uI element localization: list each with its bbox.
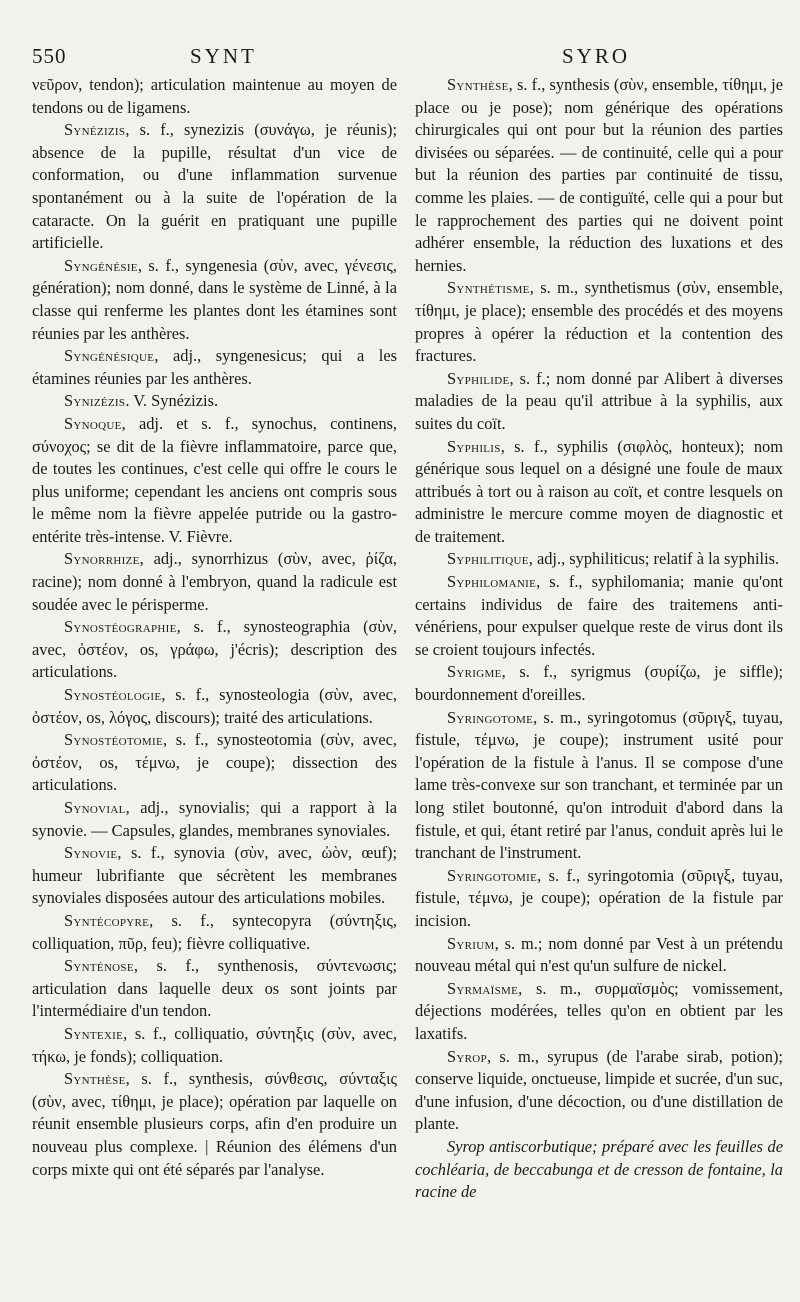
entry-headword: Synoque: [64, 413, 122, 433]
dictionary-entry: [32, 345, 397, 390]
entry-headword: Syphilide: [447, 368, 510, 388]
entry-text: , s. m.; nom donné par Vest à un prétendu nouveau métal qui n'est qu'un sulfure de nickel.: [415, 933, 783, 976]
entry-headword: Synovie: [64, 843, 118, 863]
entry-headword: Synthèse: [447, 75, 509, 94]
entry-text: , s. f., syphilis (σιφλὸς, honteux); nom générique sous lequel on a désigné une foule de maux attribués à tort ou à raison au coït, et contre lesquels on administre le mercure comme moyen de diagnostic et de traitement.: [415, 436, 783, 546]
page-number: 550: [32, 44, 67, 68]
dictionary-entry: [415, 933, 783, 978]
dictionary-entry: [415, 548, 783, 571]
entry-text: , s. m., synthetismus (σὺν, ensemble, τίθημι, je place); ensemble des procédés et des moyens propres à opérer la réduction et la contention des fractures.: [415, 278, 783, 366]
running-header: [0, 44, 800, 74]
dictionary-entry: [32, 1023, 397, 1068]
dictionary-entry: [415, 978, 783, 1046]
dictionary-entry: [32, 616, 397, 684]
entry-text: , s. f., synosteographia (σὺν, avec, ὀστέον, os, γράφω, j'écris); description des articulations.: [32, 617, 397, 682]
dictionary-entry: [32, 842, 397, 910]
entry-text: , s. f., synosteologia (σὺν, avec, ὀστέον, os, λόγος, discours); traité des articulations.: [32, 685, 397, 727]
entry-text: , s. f., syrigmus (συρίζω, je siffle); bourdonnement d'oreilles.: [415, 662, 783, 705]
entry-text: , s. f., synovia (σὺν, avec, ὠὸν, œuf); humeur lubrifiante que sécrètent les membranes synoviales disposées autour des articulations mobiles.: [32, 843, 397, 908]
entry-text: , s. m., συρμαϊσμὸς; vomissement, déjections modérées, telles qu'on en obtient par les laxatifs.: [415, 978, 783, 1043]
dictionary-entry: [415, 865, 783, 933]
entry-text: , adj. et s. f., synochus, continens, σύνοχος; se dit de la fièvre inflammatoire, parce que, de toutes les continues, c'est celle qui offre le cours le plus uniforme; cependant les anciens ont compris sous le même nom la fièvre appelée putride ou la gastro-entérite très-intense. V. Fièvre.: [32, 413, 397, 546]
dictionary-entry: [415, 1046, 783, 1136]
dictionary-entry: [415, 707, 783, 865]
entry-headword: Synizézis: [64, 391, 126, 411]
entry-headword: Synthétisme: [447, 278, 530, 298]
entry-headword: Syrium: [447, 933, 495, 953]
entry-headword: Syngénésique: [64, 346, 155, 366]
entry-text: νεῦρον, tendon); articulation maintenue au moyen de tendons ou de ligamens.: [32, 75, 397, 117]
dictionary-entry: [32, 413, 397, 549]
dictionary-entry: [415, 368, 783, 436]
entry-headword: Synostéologie: [64, 685, 162, 705]
dictionary-entry: [32, 797, 397, 842]
entry-text: , s. f., syntecopyra (σύντηξις, colliquation, πῦρ, feu); fièvre colliquative.: [32, 910, 397, 953]
entry-text: , s. f., colliquatio, σύντηξις (σὺν, avec, τήκω, je fonds); colliquation.: [32, 1023, 397, 1066]
entry-headword: Synorrhize: [64, 549, 140, 569]
dictionary-entry: [415, 661, 783, 706]
right-column: [415, 74, 783, 1204]
dictionary-entry: [32, 684, 397, 729]
left-column: [32, 74, 397, 1181]
entry-headword: Syringotome: [447, 707, 534, 727]
entry-text: , s. f., syringotomia (σῦριγξ, tuyau, fistule, τέμνω, je coupe); opération de la fistule par incision.: [415, 865, 783, 930]
dictionary-entry: [415, 571, 783, 661]
entry-text: , s. f., synthesis, σύνθεσις, σύνταξις (σὺν, avec, τίθημι, je place); opération par laquelle on réunit ensemble plusieurs corps, afin d'en produire un nouveau plus complexe. | Réunion des élémens d'un corps mixte qui ont été séparés par l'analyse.: [32, 1069, 397, 1179]
entry-headword: Synézizis: [64, 120, 126, 140]
entry-text: . V. Synézizis.: [125, 391, 219, 411]
entry-headword: Syrmaïsme: [447, 978, 519, 998]
entry-text: , s. f., synezizis (συνάγω, je réunis); absence de la pupille, résultat d'un vice de conformation, ou d'une inflammation survenue spontanément ou à la suite de l'opération de la cataracte. On la guérit en pratiquant une pupille artificielle.: [32, 120, 397, 253]
entry-text: , s. f., synthesis (σὺν, ensemble, τίθημι, je place ou je pose); nom générique des opérations chirurgicales qui ont pour but la réunion des parties divisées ou séparées. — de continuité, celle qui a pour but la réunion des parties par continuité de tissu, comme les plaies. — de contiguïté, celle qui a pour but le rapprochement des parties qui ne doivent point adhérer ensemble, la réduction des luxations et des hernies.: [415, 75, 783, 275]
dictionary-entry: [32, 729, 397, 797]
dictionary-entry: [32, 255, 397, 345]
entry-headword: Syngénésie: [64, 255, 138, 275]
entry-headword: Syntexie: [64, 1023, 124, 1043]
entry-text: , s. f.; nom donné par Alibert à diverses maladies de la peau qu'il attribue à la syphilis, aux suites du coït.: [415, 368, 783, 433]
dictionary-entry: [32, 74, 397, 119]
entry-headword: Syphilomanie: [447, 572, 537, 592]
entry-text: , s. f., syphilomania; manie qu'ont certains individus de faire des traitemens anti-vénériens, pour expulser quelque reste de virus dont ils se croient toujours infectés.: [415, 572, 783, 659]
entry-text: , adj., synovialis; qui a rapport à la synovie. — Capsules, glandes, membranes synoviales.: [32, 798, 397, 840]
right-running-head: SYRO: [562, 44, 631, 68]
left-running-head: SYNT: [190, 44, 257, 68]
dictionary-entry: [415, 74, 783, 277]
entry-text: Syrop antiscorbutique; préparé avec les feuilles de cochléaria, de beccabunga et de cresson de fontaine, la racine de: [415, 1136, 783, 1202]
entry-text: , adj., syphiliticus; relatif à la syphilis.: [528, 549, 780, 569]
dictionary-entry: [32, 955, 397, 1023]
entry-headword: Synthèse: [64, 1069, 126, 1089]
dictionary-entry: [32, 1068, 397, 1181]
dictionary-entry: [415, 1136, 783, 1204]
dictionary-entry: [415, 436, 783, 549]
entry-headword: Syntécopyre: [64, 910, 150, 930]
entry-text: , s. f., syngenesia (σὺν, avec, γένεσις, génération); nom donné, dans le système de Linné, à la classe qui renferme les plantes dont les étamines sont réunies par les anthères.: [32, 255, 397, 343]
entry-text: , adj., syngenesicus; qui a les étamines réunies par les anthères.: [32, 346, 397, 388]
entry-text: , s. f., synthenosis, σύντενωσις; articulation dans laquelle deux os sont joints par l'intermédiaire d'un tendon.: [32, 956, 397, 1021]
entry-headword: Syrigme: [447, 662, 502, 682]
entry-text: , adj., synorrhizus (σὺν, avec, ῥίζα, racine); nom donné à l'embryon, quand la radicule est soudée avec le périsperme.: [32, 549, 397, 614]
entry-text: , s. m., syringotomus (σῦριγξ, tuyau, fistule, τέμνω, je coupe); instrument usité pour l'opération de la fistule à l'anus. Il se compose d'une lame très-convexe sur son tranchant, et terminée par un long stilet boutonné, qu'on introduit d'abord dans la fistule, et qui, étant retiré par l'anus, conduit après lui le tranchant de l'instrument.: [415, 707, 783, 863]
dictionary-entry: [32, 119, 397, 255]
dictionary-entry: [32, 548, 397, 616]
entry-text: , s. f., synosteotomia (σὺν, avec, ὀστέον, os, τέμνω, je coupe); dissection des articulations.: [32, 730, 397, 795]
entry-headword: Syphilitique: [447, 549, 529, 569]
dictionary-entry: [32, 390, 397, 413]
entry-headword: Synténose: [64, 956, 134, 976]
entry-headword: Syphilis: [447, 436, 501, 456]
dictionary-entry: [415, 277, 783, 367]
entry-headword: Syrop: [447, 1046, 487, 1066]
entry-headword: Synostéographie: [64, 617, 177, 637]
entry-text: , s. m., syrupus (de l'arabe sirab, potion); conserve liquide, onctueuse, limpide et sucrée, d'un suc, d'une infusion, d'une décoction, ou d'une distillation de plante.: [415, 1046, 783, 1134]
entry-headword: Syringotomie: [447, 865, 538, 885]
entry-headword: Synostéotomie: [64, 730, 163, 750]
entry-headword: Synovial: [64, 798, 126, 817]
dictionary-entry: [32, 910, 397, 955]
